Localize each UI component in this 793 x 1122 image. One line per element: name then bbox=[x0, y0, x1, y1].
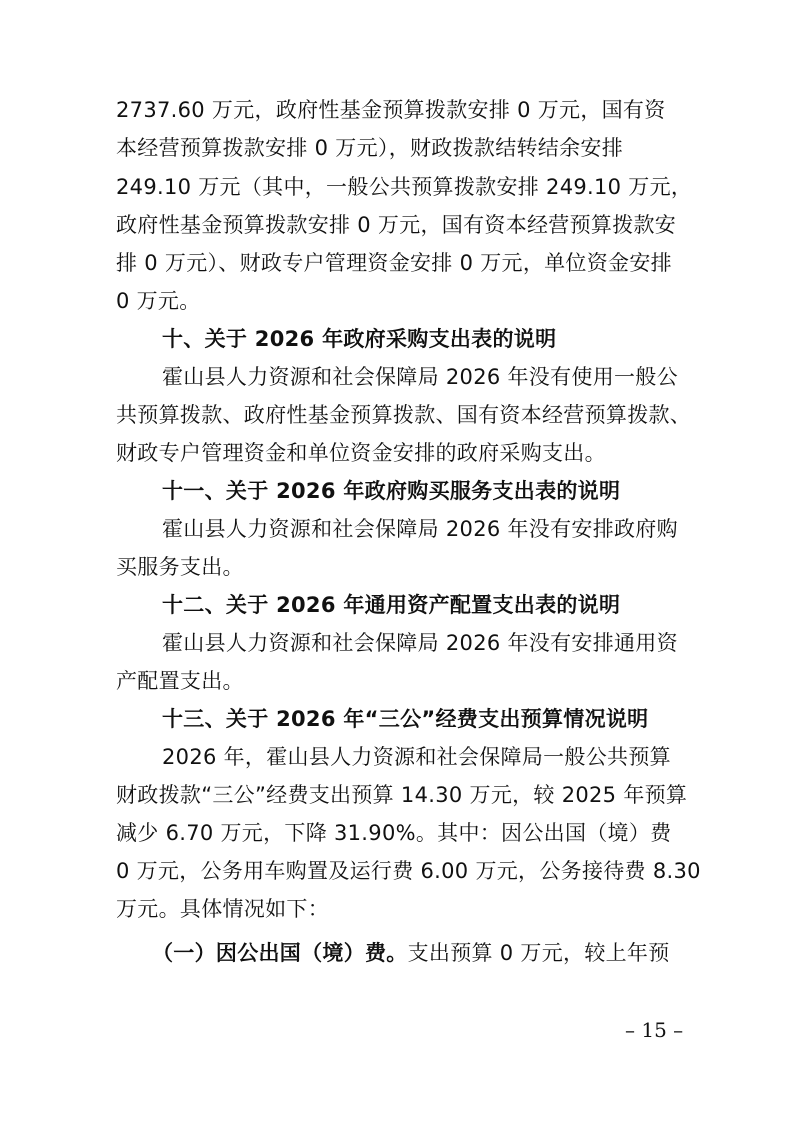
section-heading-twelve: 十二、关于 2026 年通用资产配置支出表的说明 bbox=[162, 593, 621, 617]
paragraph-line: 政府性基金预算拨款安排 0 万元，国有资本经营预算拨款安 bbox=[116, 213, 677, 237]
section-heading-thirteen: 十三、关于 2026 年“三公”经费支出预算情况说明 bbox=[162, 707, 649, 731]
subsection-text: 支出预算 0 万元，较上年预 bbox=[407, 941, 670, 965]
paragraph-line: 减少 6.70 万元，下降 31.90%。其中：因公出国（境）费 bbox=[116, 821, 672, 845]
paragraph-line: 买服务支出。 bbox=[116, 555, 244, 579]
paragraph-line: 财政拨款“三公”经费支出预算 14.30 万元，较 2025 年预算 bbox=[116, 783, 688, 807]
paragraph-line: 财政专户管理资金和单位资金安排的政府采购支出。 bbox=[116, 441, 606, 465]
paragraph-line: 产配置支出。 bbox=[116, 669, 244, 693]
paragraph-line: 万元。具体情况如下： bbox=[116, 897, 329, 921]
paragraph-line: 霍山县人力资源和社会保障局 2026 年没有使用一般公 bbox=[162, 365, 678, 389]
paragraph-line: 霍山县人力资源和社会保障局 2026 年没有安排政府购 bbox=[162, 517, 678, 541]
paragraph-line: 2026 年，霍山县人力资源和社会保障局一般公共预算 bbox=[162, 745, 671, 769]
paragraph-line: 249.10 万元（其中，一般公共预算拨款安排 249.10 万元， bbox=[116, 175, 693, 199]
subsection-heading-overseas-travel: （一）因公出国（境）费。 bbox=[152, 941, 408, 965]
paragraph-line: 0 万元，公务用车购置及运行费 6.00 万元，公务接待费 8.30 bbox=[116, 859, 701, 883]
paragraph-line: 霍山县人力资源和社会保障局 2026 年没有安排通用资 bbox=[162, 631, 678, 655]
paragraph-line: 0 万元。 bbox=[116, 289, 201, 313]
paragraph-line: 排 0 万元）、财政专户管理资金安排 0 万元，单位资金安排 bbox=[116, 251, 672, 275]
paragraph-line: 共预算拨款、政府性基金预算拨款、国有资本经营预算拨款、 bbox=[116, 403, 692, 427]
section-heading-ten: 十、关于 2026 年政府采购支出表的说明 bbox=[162, 327, 557, 351]
section-heading-eleven: 十一、关于 2026 年政府购买服务支出表的说明 bbox=[162, 479, 621, 503]
paragraph-line: 本经营预算拨款安排 0 万元），财政拨款结转结余安排 bbox=[116, 136, 624, 160]
page-number: – 15 – bbox=[625, 1018, 684, 1042]
paragraph-line: 2737.60 万元，政府性基金预算拨款安排 0 万元，国有资 bbox=[116, 98, 666, 122]
subsection-line bbox=[152, 940, 686, 967]
